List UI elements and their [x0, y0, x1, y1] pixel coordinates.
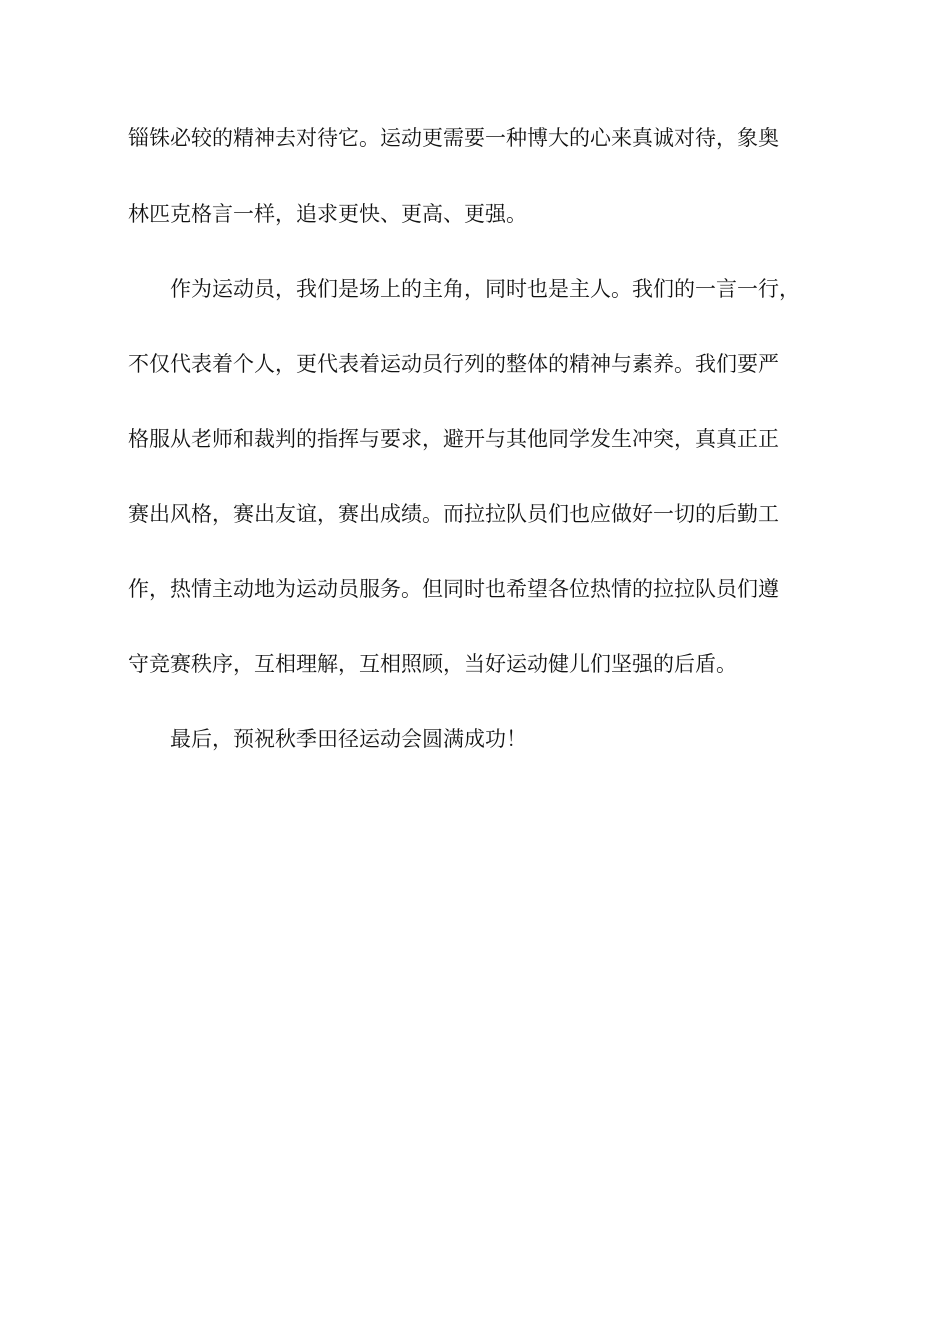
paragraph-line: 作为运动员，我们是场上的主角，同时也是主人。我们的一言一行， [170, 277, 800, 301]
paragraph-line: 守竞赛秩序，互相理解，互相照顾，当好运动健儿们坚强的后盾。 [128, 652, 737, 676]
paragraph-line: 格服从老师和裁判的指挥与要求，避开与其他同学发生冲突，真真正正 [128, 427, 779, 451]
paragraph-line: 赛出风格，赛出友谊，赛出成绩。而拉拉队员们也应做好一切的后勤工 [128, 502, 779, 526]
paragraph-line: 作，热情主动地为运动员服务。但同时也希望各位热情的拉拉队员们遵 [128, 577, 779, 601]
paragraph-line: 锱铢必较的精神去对待它。运动更需要一种博大的心来真诚对待，象奥 [128, 126, 779, 150]
paragraph-line: 林匹克格言一样，追求更快、更高、更强。 [128, 202, 527, 226]
paragraph-line: 最后，预祝秋季田径运动会圆满成功！ [170, 727, 527, 751]
paragraph-line: 不仅代表着个人，更代表着运动员行列的整体的精神与素养。我们要严 [128, 352, 779, 376]
